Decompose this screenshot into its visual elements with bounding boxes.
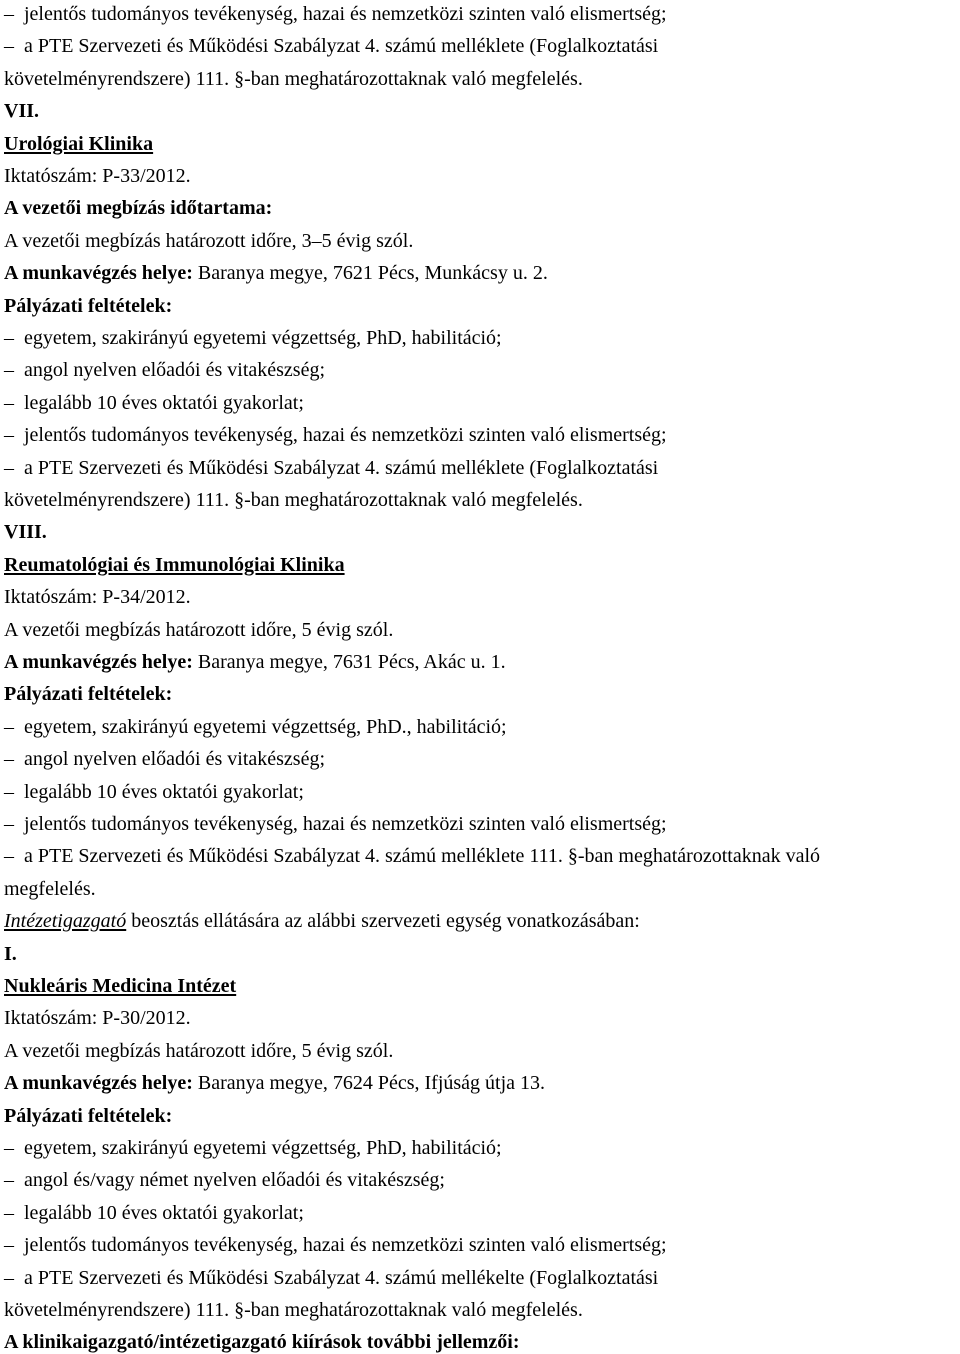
list-item bbox=[4, 1266, 960, 1290]
text: Iktatószám: P-30/2012. bbox=[4, 1007, 191, 1029]
section-number: VII. bbox=[4, 100, 40, 122]
text-line bbox=[4, 164, 960, 188]
list-item bbox=[4, 780, 960, 804]
unit-heading bbox=[4, 132, 960, 156]
list-item bbox=[4, 2, 960, 26]
list-dash-icon bbox=[4, 1266, 24, 1290]
list-item-continuation bbox=[4, 67, 960, 91]
unit-name: Urológiai Klinika bbox=[4, 133, 154, 155]
list-item-text: jelentős tudományos tevékenység, hazai és nemzetközi szinten való elismertség; bbox=[24, 813, 667, 835]
field-label bbox=[4, 1104, 960, 1128]
list-dash-icon bbox=[4, 747, 24, 771]
list-item bbox=[4, 1168, 960, 1192]
workplace-label: A munkavégzés helye: bbox=[4, 1072, 193, 1094]
list-dash-icon bbox=[4, 1201, 24, 1225]
list-dash-icon bbox=[4, 844, 24, 868]
list-item-continuation bbox=[4, 1298, 960, 1322]
section-numeral bbox=[4, 520, 960, 544]
list-dash-icon bbox=[4, 1136, 24, 1160]
list-item-continuation bbox=[4, 877, 960, 901]
list-item bbox=[4, 747, 960, 771]
label-text: Pályázati feltételek: bbox=[4, 1105, 173, 1127]
workplace-address: Baranya megye, 7631 Pécs, Akác u. 1. bbox=[192, 651, 506, 673]
list-item-text: jelentős tudományos tevékenység, hazai és nemzetközi szinten való elismertség; bbox=[24, 424, 667, 446]
list-item-text: legalább 10 éves oktatói gyakorlat; bbox=[24, 781, 304, 803]
list-item bbox=[4, 34, 960, 58]
section-numeral bbox=[4, 942, 960, 966]
workplace-line bbox=[4, 1071, 960, 1095]
list-item-text: egyetem, szakirányú egyetemi végzettség, PhD., habilitáció; bbox=[24, 716, 507, 738]
list-item-text: egyetem, szakirányú egyetemi végzettség, PhD, habilitáció; bbox=[24, 327, 502, 349]
field-label bbox=[4, 1330, 960, 1354]
list-item-text: jelentős tudományos tevékenység, hazai és nemzetközi szinten való elismertség; bbox=[24, 3, 667, 25]
text-line bbox=[4, 1039, 960, 1063]
label-text: A vezetői megbízás időtartama: bbox=[4, 197, 273, 219]
list-dash-icon bbox=[4, 423, 24, 447]
text: A vezetői megbízás határozott időre, 5 évig szól. bbox=[4, 619, 394, 641]
list-item-text: megfelelés. bbox=[4, 878, 96, 900]
workplace-address: Baranya megye, 7624 Pécs, Ifjúság útja 13. bbox=[192, 1072, 546, 1094]
text-line bbox=[4, 229, 960, 253]
list-dash-icon bbox=[4, 715, 24, 739]
intro-text: beosztás ellátására az alábbi szervezeti egység vonatkozásában: bbox=[126, 910, 640, 932]
workplace-label: A munkavégzés helye: bbox=[4, 262, 193, 284]
list-item bbox=[4, 391, 960, 415]
workplace-line bbox=[4, 650, 960, 674]
list-item bbox=[4, 423, 960, 447]
list-item-text: angol nyelven előadói és vitakészség; bbox=[24, 359, 326, 381]
list-dash-icon bbox=[4, 358, 24, 382]
label-text: A klinikaigazgató/intézetigazgató kiírások további jellemzői: bbox=[4, 1331, 520, 1353]
list-item-text: a PTE Szervezeti és Működési Szabályzat 4. számú melléklete 111. §-ban meghatározottaknak való bbox=[24, 845, 821, 867]
workplace-label: A munkavégzés helye: bbox=[4, 651, 193, 673]
text: Iktatószám: P-33/2012. bbox=[4, 165, 191, 187]
section-number: VIII. bbox=[4, 521, 47, 543]
list-item bbox=[4, 1233, 960, 1257]
text-line bbox=[4, 1006, 960, 1030]
workplace-address: Baranya megye, 7621 Pécs, Munkácsy u. 2. bbox=[192, 262, 548, 284]
list-dash-icon bbox=[4, 780, 24, 804]
list-item bbox=[4, 358, 960, 382]
list-item bbox=[4, 326, 960, 350]
list-item-text: a PTE Szervezeti és Működési Szabályzat 4. számú melléklete (Foglalkoztatási bbox=[24, 35, 659, 57]
list-item-text: követelményrendszere) 111. §-ban meghatározottaknak való megfelelés. bbox=[4, 68, 583, 90]
text-line bbox=[4, 585, 960, 609]
list-item bbox=[4, 456, 960, 480]
list-dash-icon bbox=[4, 326, 24, 350]
text: A vezetői megbízás határozott időre, 3–5 évig szól. bbox=[4, 230, 414, 252]
list-item bbox=[4, 715, 960, 739]
text-line bbox=[4, 618, 960, 642]
field-label bbox=[4, 294, 960, 318]
label-text: Pályázati feltételek: bbox=[4, 295, 173, 317]
list-dash-icon bbox=[4, 391, 24, 415]
list-item-text: követelményrendszere) 111. §-ban meghatározottaknak való megfelelés. bbox=[4, 1299, 583, 1321]
position-intro bbox=[4, 909, 960, 933]
list-item-text: egyetem, szakirányú egyetemi végzettség, PhD, habilitáció; bbox=[24, 1137, 502, 1159]
position-title: Intézetigazgató bbox=[4, 910, 127, 932]
list-item-text: angol nyelven előadói és vitakészség; bbox=[24, 748, 326, 770]
list-item bbox=[4, 1201, 960, 1225]
workplace-line bbox=[4, 261, 960, 285]
list-dash-icon bbox=[4, 456, 24, 480]
list-item-text: legalább 10 éves oktatói gyakorlat; bbox=[24, 392, 304, 414]
unit-heading bbox=[4, 974, 960, 998]
list-item-text: jelentős tudományos tevékenység, hazai és nemzetközi szinten való elismertség; bbox=[24, 1234, 667, 1256]
list-dash-icon bbox=[4, 1233, 24, 1257]
section-numeral bbox=[4, 99, 960, 123]
unit-heading bbox=[4, 553, 960, 577]
list-item-text: angol és/vagy német nyelven előadói és vitakészség; bbox=[24, 1169, 445, 1191]
list-item-text: a PTE Szervezeti és Működési Szabályzat 4. számú mellékelte (Foglalkoztatási bbox=[24, 1267, 659, 1289]
list-dash-icon bbox=[4, 34, 24, 58]
list-dash-icon bbox=[4, 2, 24, 26]
field-label bbox=[4, 196, 960, 220]
text: Iktatószám: P-34/2012. bbox=[4, 586, 191, 608]
list-item bbox=[4, 812, 960, 836]
unit-name: Nukleáris Medicina Intézet bbox=[4, 975, 237, 997]
text: A vezetői megbízás határozott időre, 5 évig szól. bbox=[4, 1040, 394, 1062]
list-dash-icon bbox=[4, 812, 24, 836]
list-item-text: legalább 10 éves oktatói gyakorlat; bbox=[24, 1202, 304, 1224]
list-item-continuation bbox=[4, 488, 960, 512]
list-item-text: a PTE Szervezeti és Működési Szabályzat 4. számú melléklete (Foglalkoztatási bbox=[24, 457, 659, 479]
unit-name: Reumatológiai és Immunológiai Klinika bbox=[4, 554, 345, 576]
list-item-text: követelményrendszere) 111. §-ban meghatározottaknak való megfelelés. bbox=[4, 489, 583, 511]
list-item bbox=[4, 1136, 960, 1160]
label-text: Pályázati feltételek: bbox=[4, 683, 173, 705]
field-label bbox=[4, 682, 960, 706]
list-item bbox=[4, 844, 960, 868]
section-number: I. bbox=[4, 943, 17, 965]
list-dash-icon bbox=[4, 1168, 24, 1192]
